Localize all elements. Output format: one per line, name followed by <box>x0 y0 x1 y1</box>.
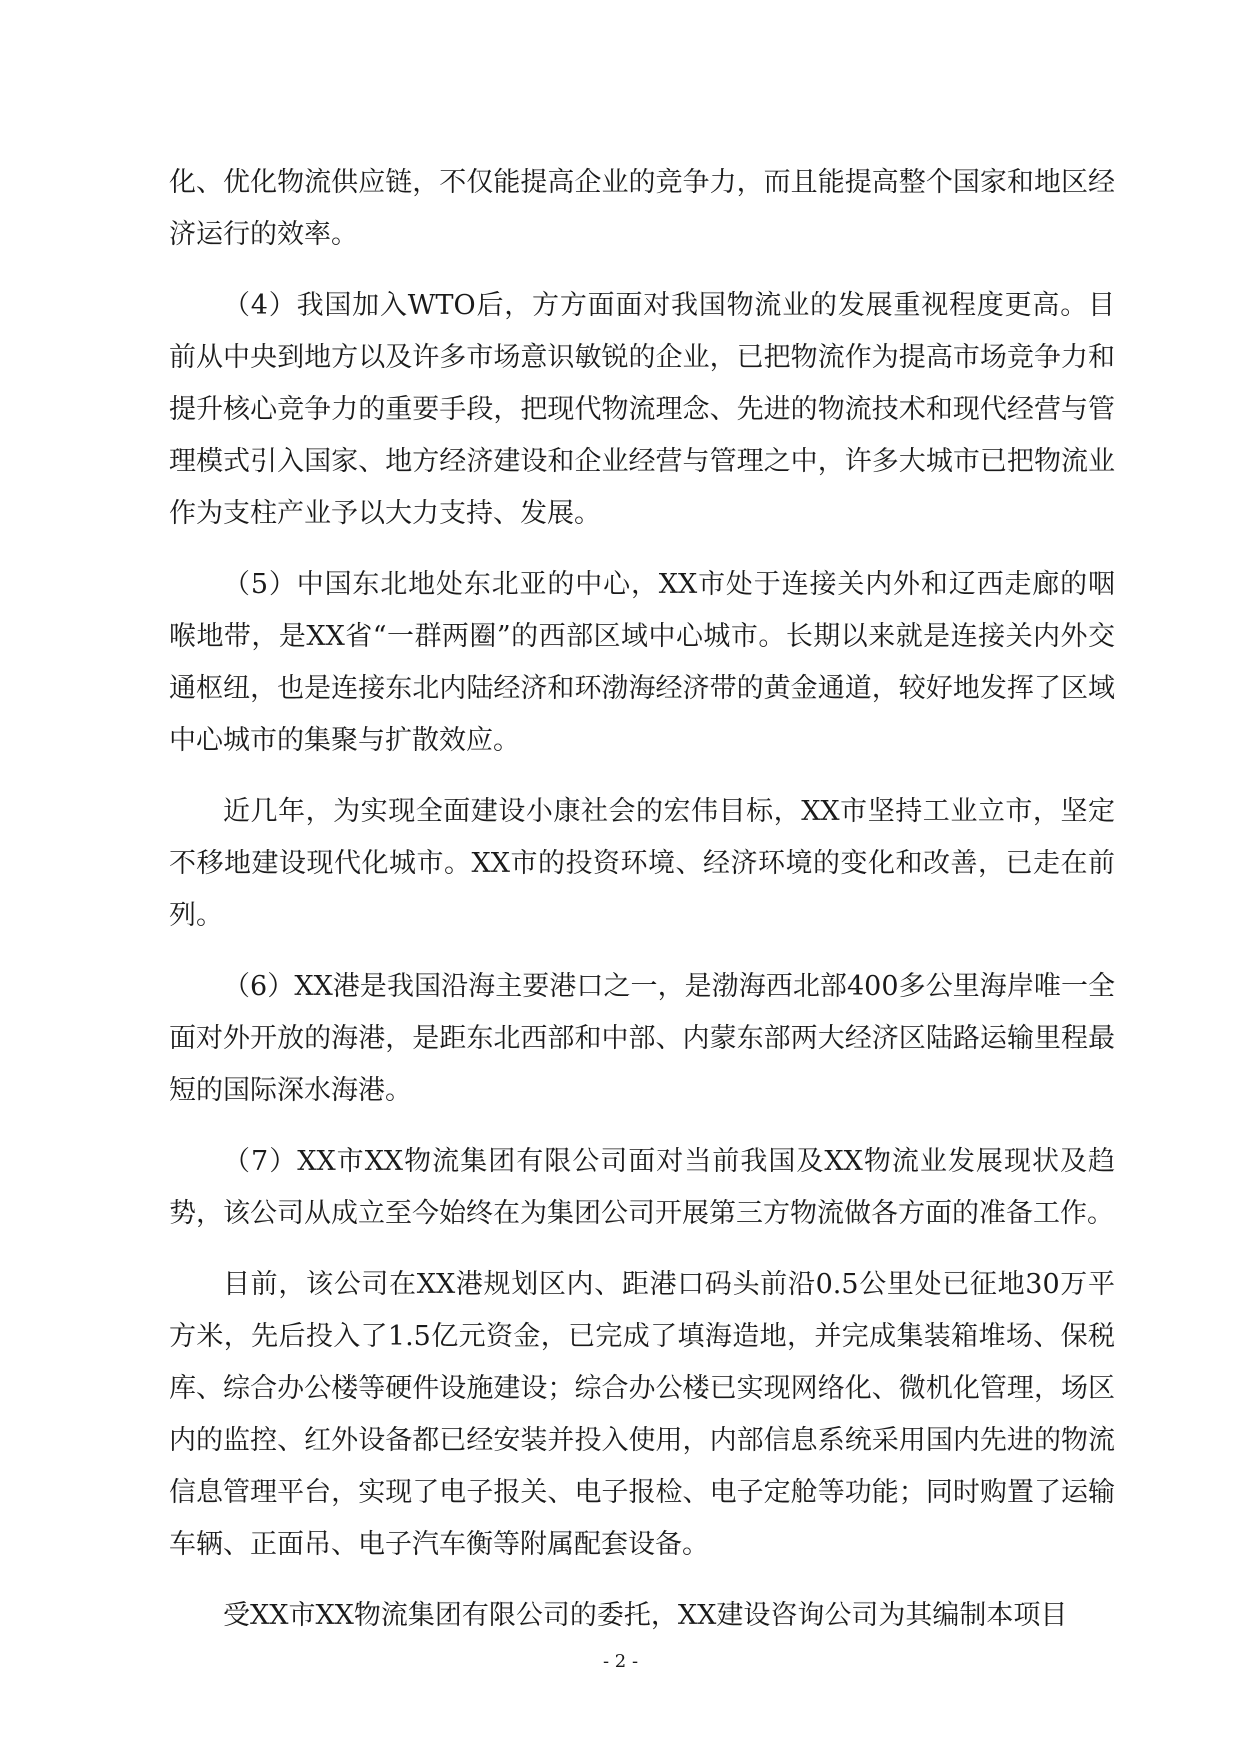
paragraph-3: （5）中国东北地处东北亚的中心，XX市处于连接关内外和辽西走廊的咽喉地带，是XX省“一群两圈”的西部区域中心城市。长期以来就是连接关内外交通枢纽，也是连接东北内陆经济和环渤海经济带的黄金通道，较好地发挥了区域中心城市的集聚与扩散效应。 <box>169 569 1115 756</box>
paragraph-4: 近几年，为实现全面建设小康社会的宏伟目标，XX市坚持工业立市，坚定不移地建设现代化城市。XX市的投资环境、经济环境的变化和改善，已走在前列。 <box>169 796 1115 931</box>
paragraph-8: 受XX市XX物流集团有限公司的委托，XX建设咨询公司为其编制本项目 <box>223 1600 1068 1631</box>
paragraph-7: 目前，该公司在XX港规划区内、距港口码头前沿0.5公里处已征地30万平方米，先后投入了1.5亿元资金，已完成了填海造地，并完成集装箱堆场、保税库、综合办公楼等硬件设施建设；综合办公楼已实现网络化、微机化管理，场区内的监控、红外设备都已经安装并投入使用，内部信息系统采用国内先进的物流信息管理平台，实现了电子报关、电子报检、电子定舱等功能；同时购置了运输车辆、正面吊、电子汽车衡等附属配套设备。 <box>169 1269 1115 1560</box>
body-text <box>169 157 1115 1661</box>
paragraph-2: （4）我国加入WTO后，方方面面对我国物流业的发展重视程度更高。目前从中央到地方以及许多市场意识敏锐的企业，已把物流作为提高市场竞争力和提升核心竞争力的重要手段，把现代物流理念、先进的物流技术和现代经营与管理模式引入国家、地方经济建设和企业经营与管理之中，许多大城市已把物流业作为支柱产业予以大力支持、发展。 <box>169 290 1115 529</box>
page-number: - 2 - <box>602 1651 639 1672</box>
paragraph-5: （6）XX港是我国沿海主要港口之一，是渤海西北部400多公里海岸唯一全面对外开放的海港，是距东北西部和中部、内蒙东部两大经济区陆路运输里程最短的国际深水海港。 <box>169 971 1115 1106</box>
paragraph-6: （7）XX市XX物流集团有限公司面对当前我国及XX物流业发展现状及趋势，该公司从成立至今始终在为集团公司开展第三方物流做各方面的准备工作。 <box>169 1146 1115 1229</box>
paragraph-1: 化、优化物流供应链，不仅能提高企业的竞争力，而且能提高整个国家和地区经济运行的效率。 <box>169 167 1115 250</box>
